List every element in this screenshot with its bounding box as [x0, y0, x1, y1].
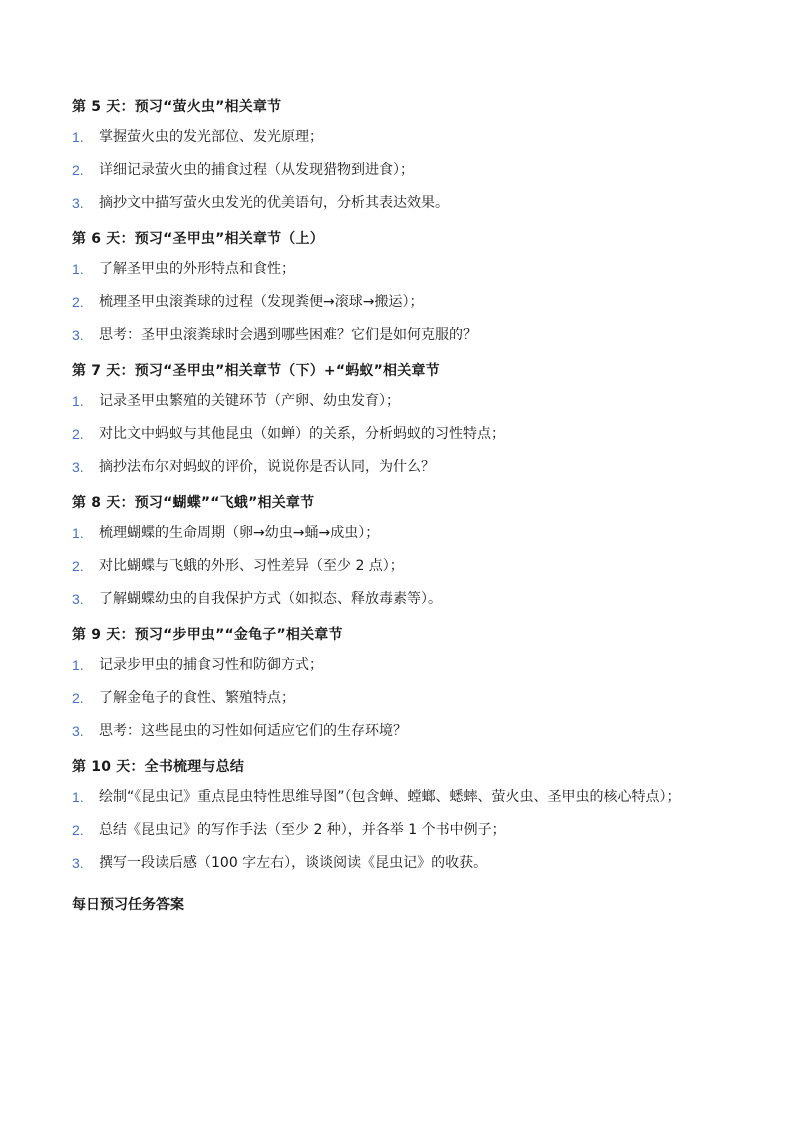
day-10-task-list — [72, 786, 732, 874]
day-9-task-list — [72, 654, 732, 742]
list-item — [72, 126, 732, 148]
list-number: 2. — [72, 294, 84, 310]
list-item — [72, 192, 732, 214]
list-item — [72, 423, 732, 445]
day-7-task-list — [72, 390, 732, 478]
list-item-text: 掌握萤火虫的发光部位、发光原理； — [99, 129, 323, 145]
day-9-section — [72, 624, 732, 742]
list-item-text: 撰写一段读后感（100 字左右），谈谈阅读《昆虫记》的收获。 — [99, 855, 488, 871]
list-number: 3. — [72, 459, 84, 475]
list-item — [72, 720, 732, 742]
list-item — [72, 456, 732, 478]
day-5-title: 第 5 天：预习“萤火虫”相关章节 — [72, 99, 282, 115]
day-7-title: 第 7 天：预习“圣甲虫”相关章节（下）+“蚂蚁”相关章节 — [72, 363, 440, 379]
list-item — [72, 291, 732, 313]
list-item-text: 总结《昆虫记》的写作手法（至少 2 种），并各举 1 个书中例子； — [99, 822, 506, 838]
list-item-text: 了解蝴蝶幼虫的自我保护方式（如拟态、释放毒素等）。 — [99, 591, 442, 607]
list-item-text: 详细记录萤火虫的捕食过程（从发现猎物到进食）； — [99, 162, 414, 178]
day-8-task-list — [72, 522, 732, 610]
list-item-text: 摘抄法布尔对蚂蚁的评价，说说你是否认同，为什么？ — [99, 459, 435, 475]
list-item — [72, 786, 732, 808]
list-item-text: 对比文中蚂蚁与其他昆虫（如蝉）的关系，分析蚂蚁的习性特点； — [99, 426, 505, 442]
list-number: 3. — [72, 327, 84, 343]
list-number: 2. — [72, 426, 84, 442]
day-6-title: 第 6 天：预习“圣甲虫”相关章节（上） — [72, 231, 324, 247]
list-number: 2. — [72, 162, 84, 178]
list-item — [72, 852, 732, 874]
answers-heading: 每日预习任务答案 — [72, 897, 184, 913]
day-8-section — [72, 492, 732, 610]
list-item-text: 思考：这些昆虫的习性如何适应它们的生存环境？ — [99, 723, 407, 739]
day-9-title: 第 9 天：预习“步甲虫”“金龟子”相关章节 — [72, 627, 343, 643]
list-item — [72, 654, 732, 676]
list-number: 2. — [72, 558, 84, 574]
list-item — [72, 258, 732, 280]
list-item — [72, 159, 732, 181]
day-10-title: 第 10 天：全书梳理与总结 — [72, 759, 245, 775]
list-number: 2. — [72, 822, 84, 838]
day-6-task-list — [72, 258, 732, 346]
list-number: 1. — [72, 129, 84, 145]
list-item-text: 记录圣甲虫繁殖的关键环节（产卵、幼虫发育）； — [99, 393, 400, 409]
list-item — [72, 687, 732, 709]
list-number: 2. — [72, 690, 84, 706]
list-item-text: 梳理圣甲虫滚粪球的过程（发现粪便→滚球→搬运）； — [99, 294, 424, 310]
list-number: 1. — [72, 393, 84, 409]
day-6-section — [72, 228, 732, 346]
list-number: 1. — [72, 789, 84, 805]
list-item-text: 绘制“《昆虫记》重点昆虫特性思维导图”（包含蝉、螳螂、蟋蟀、萤火虫、圣甲虫的核心特点）； — [99, 789, 681, 805]
list-item-text: 摘抄文中描写萤火虫发光的优美语句，分析其表达效果。 — [99, 195, 449, 211]
list-item-text: 记录步甲虫的捕食习性和防御方式； — [99, 657, 323, 673]
list-item — [72, 522, 732, 544]
list-item-text: 了解圣甲虫的外形特点和食性； — [99, 261, 295, 277]
list-item — [72, 555, 732, 577]
list-number: 1. — [72, 657, 84, 673]
list-item — [72, 324, 732, 346]
list-item-text: 对比蝴蝶与飞蛾的外形、习性差异（至少 2 点）； — [99, 558, 404, 574]
day-5-section — [72, 96, 732, 214]
list-number: 3. — [72, 723, 84, 739]
list-item — [72, 390, 732, 412]
list-number: 1. — [72, 261, 84, 277]
day-7-section — [72, 360, 732, 478]
day-10-section — [72, 756, 732, 874]
document-page — [72, 96, 732, 916]
list-number: 1. — [72, 525, 84, 541]
day-8-title: 第 8 天：预习“蝴蝶”“飞蛾”相关章节 — [72, 495, 315, 511]
list-number: 3. — [72, 591, 84, 607]
list-item-text: 梳理蝴蝶的生命周期（卵→幼虫→蛹→成虫）； — [99, 525, 380, 541]
list-item — [72, 819, 732, 841]
list-item — [72, 588, 732, 610]
day-5-task-list — [72, 126, 732, 214]
list-number: 3. — [72, 195, 84, 211]
list-item-text: 了解金龟子的食性、繁殖特点； — [99, 690, 295, 706]
list-item-text: 思考：圣甲虫滚粪球时会遇到哪些困难？它们是如何克服的？ — [99, 327, 477, 343]
list-number: 3. — [72, 855, 84, 871]
